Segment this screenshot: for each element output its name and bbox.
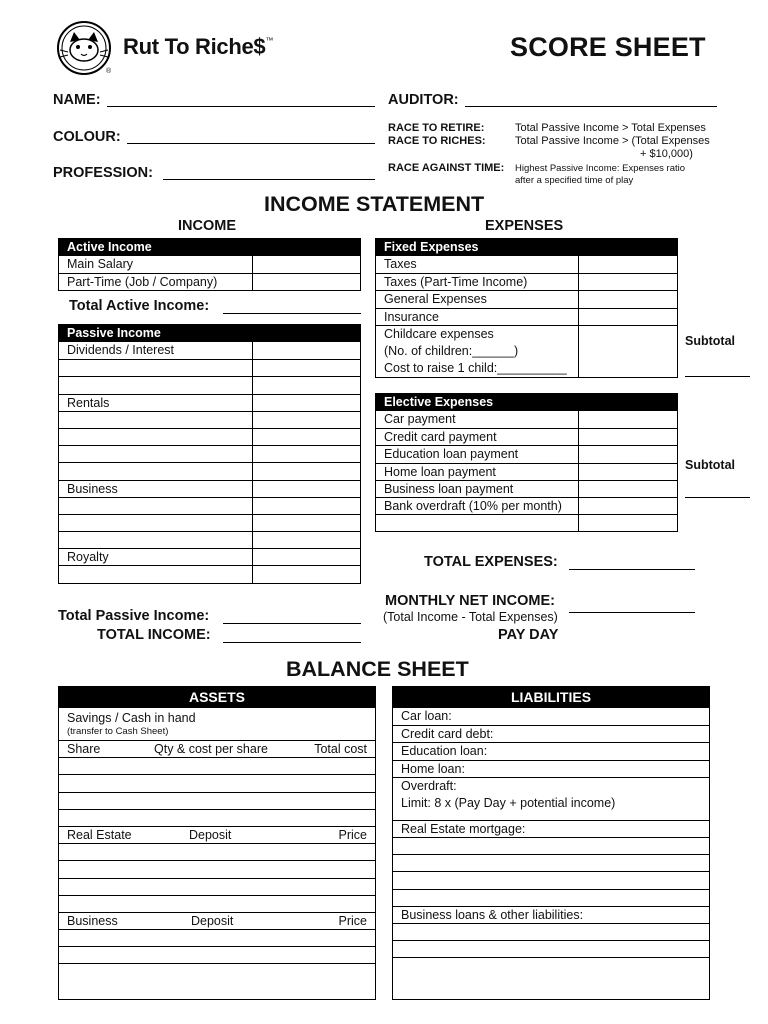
table-row[interactable]: Main Salary <box>59 256 360 273</box>
table-row[interactable] <box>59 843 375 860</box>
credit-card-row[interactable]: Credit card debt: <box>393 725 709 742</box>
table-row[interactable] <box>59 497 360 514</box>
table-row[interactable] <box>59 531 360 548</box>
monthly-net-income-note: (Total Income - Total Expenses) <box>383 610 558 624</box>
passive-income-header: Passive Income <box>59 325 360 342</box>
education-loan-row[interactable]: Education loan: <box>393 742 709 759</box>
race-time-text-2: after a specified time of play <box>515 175 634 186</box>
real-estate-header-row: Real Estate Deposit Price <box>59 826 375 843</box>
auditor-field[interactable] <box>465 106 717 107</box>
table-row[interactable] <box>393 889 709 906</box>
race-riches-text-2: + $10,000) <box>640 148 693 160</box>
table-row[interactable] <box>59 757 375 774</box>
table-row[interactable]: Royalty <box>59 548 360 565</box>
race-time-label: RACE AGAINST TIME: <box>388 162 505 174</box>
table-row[interactable]: Taxes <box>376 256 677 273</box>
monthly-net-income-label: MONTHLY NET INCOME: <box>385 593 555 609</box>
active-income-table <box>58 238 361 291</box>
elective-subtotal-label: Subtotal <box>685 458 735 472</box>
brand-name: Rut To Riche$™ <box>123 34 274 59</box>
fixed-expenses-table <box>375 238 678 378</box>
elective-subtotal-field[interactable] <box>685 497 750 498</box>
fixed-subtotal-label: Subtotal <box>685 334 735 348</box>
table-row[interactable]: Car payment <box>376 411 677 428</box>
table-row[interactable] <box>59 514 360 531</box>
car-loan-row[interactable]: Car loan: <box>401 709 452 723</box>
elective-expenses-header: Elective Expenses <box>376 394 677 411</box>
table-row[interactable]: Home loan payment <box>376 463 677 480</box>
table-row[interactable] <box>59 792 375 809</box>
income-statement-title: INCOME STATEMENT <box>264 192 485 216</box>
table-row[interactable] <box>59 462 360 479</box>
table-row[interactable] <box>393 871 709 888</box>
page-title: SCORE SHEET <box>510 32 706 62</box>
assets-header: ASSETS <box>59 687 375 708</box>
race-time-text-1: Highest Passive Income: Expenses ratio <box>515 163 686 174</box>
table-row[interactable] <box>59 411 360 428</box>
childcare-children-count: (No. of children:______) <box>384 343 519 358</box>
total-income-label: TOTAL INCOME: <box>97 627 211 643</box>
race-retire-label: RACE TO RETIRE: <box>388 122 485 134</box>
business-loans-row[interactable]: Business loans & other liabilities: <box>393 906 709 923</box>
overdraft-row[interactable] <box>393 777 709 820</box>
business-header-row: Business Deposit Price <box>59 912 375 929</box>
table-row[interactable] <box>393 837 709 854</box>
savings-row[interactable] <box>59 708 375 740</box>
total-expenses-label: TOTAL EXPENSES: <box>424 554 558 570</box>
table-row[interactable]: Dividends / Interest <box>59 342 360 359</box>
profession-label: PROFESSION: <box>53 165 153 181</box>
mortgage-row[interactable]: Real Estate mortgage: <box>393 820 709 837</box>
profession-field[interactable] <box>163 179 375 180</box>
income-column-title: INCOME <box>178 218 236 234</box>
table-row[interactable] <box>393 854 709 871</box>
table-row[interactable] <box>59 946 375 963</box>
race-riches-text-1: Total Passive Income > (Total Expenses <box>515 135 710 147</box>
active-income-header: Active Income <box>59 239 360 256</box>
table-row[interactable]: Education loan payment <box>376 445 677 462</box>
total-active-income-label: Total Active Income: <box>69 298 210 314</box>
home-loan-row[interactable]: Home loan: <box>393 760 709 777</box>
savings-label: Savings / Cash in hand <box>67 711 196 725</box>
share-header-row: Share Qty & cost per share Total cost <box>59 740 375 757</box>
table-row[interactable] <box>393 940 709 957</box>
total-passive-income-field[interactable] <box>223 623 361 624</box>
pay-day-label: PAY DAY <box>498 627 559 643</box>
liabilities-table <box>392 686 710 1000</box>
table-row[interactable]: Business <box>59 480 360 497</box>
table-row[interactable] <box>59 428 360 445</box>
registered-mark: ® <box>106 68 112 75</box>
table-row[interactable] <box>393 957 709 974</box>
table-row[interactable]: Rentals <box>59 394 360 411</box>
table-row[interactable]: Taxes (Part-Time Income) <box>376 273 677 290</box>
table-row[interactable] <box>59 963 375 980</box>
table-row[interactable] <box>59 878 375 895</box>
race-riches-label: RACE TO RICHES: <box>388 135 486 147</box>
table-row[interactable] <box>59 929 375 946</box>
liabilities-header: LIABILITIES <box>393 687 709 708</box>
savings-note: (transfer to Cash Sheet) <box>67 726 169 737</box>
table-row[interactable]: General Expenses <box>376 290 677 307</box>
childcare-label: Childcare expenses <box>384 326 494 341</box>
monthly-net-income-field[interactable] <box>569 612 695 613</box>
race-retire-text: Total Passive Income > Total Expenses <box>515 122 706 134</box>
total-active-income-field[interactable] <box>223 313 361 314</box>
table-row[interactable] <box>59 376 360 393</box>
table-row[interactable]: Credit card payment <box>376 428 677 445</box>
overdraft-limit: Limit: 8 x (Pay Day + potential income) <box>401 795 616 810</box>
table-row[interactable] <box>393 923 709 940</box>
overdraft-label: Overdraft: <box>401 778 457 793</box>
total-income-field[interactable] <box>223 642 361 643</box>
table-row[interactable] <box>59 774 375 791</box>
expenses-column-title: EXPENSES <box>485 218 564 234</box>
table-row[interactable] <box>59 809 375 826</box>
total-expenses-field[interactable] <box>569 569 695 570</box>
assets-table <box>58 686 376 1000</box>
total-passive-income-label: Total Passive Income: <box>58 608 210 624</box>
table-row[interactable] <box>376 514 677 531</box>
table-row[interactable] <box>59 359 360 376</box>
logo <box>54 20 114 76</box>
table-row[interactable]: Business loan payment <box>376 480 677 497</box>
name-label: NAME: <box>53 92 101 108</box>
table-row[interactable] <box>59 895 375 912</box>
fixed-expenses-header: Fixed Expenses <box>376 239 677 256</box>
elective-expenses-table <box>375 393 678 532</box>
childcare-cost: Cost to raise 1 child:__________ <box>384 360 567 375</box>
balance-sheet-title: BALANCE SHEET <box>286 657 469 681</box>
colour-label: COLOUR: <box>53 129 121 145</box>
passive-income-table <box>58 324 361 584</box>
colour-field[interactable] <box>127 143 375 144</box>
name-field[interactable] <box>107 106 375 107</box>
table-row[interactable] <box>59 860 375 877</box>
auditor-label: AUDITOR: <box>388 92 459 108</box>
fixed-subtotal-field[interactable] <box>685 376 750 377</box>
childcare-row[interactable] <box>376 325 677 377</box>
table-row[interactable]: Insurance <box>376 308 677 325</box>
table-row[interactable]: Part-Time (Job / Company) <box>59 273 360 290</box>
table-row[interactable] <box>59 445 360 462</box>
table-row[interactable]: Bank overdraft (10% per month) <box>376 497 677 514</box>
table-row[interactable] <box>59 565 360 582</box>
